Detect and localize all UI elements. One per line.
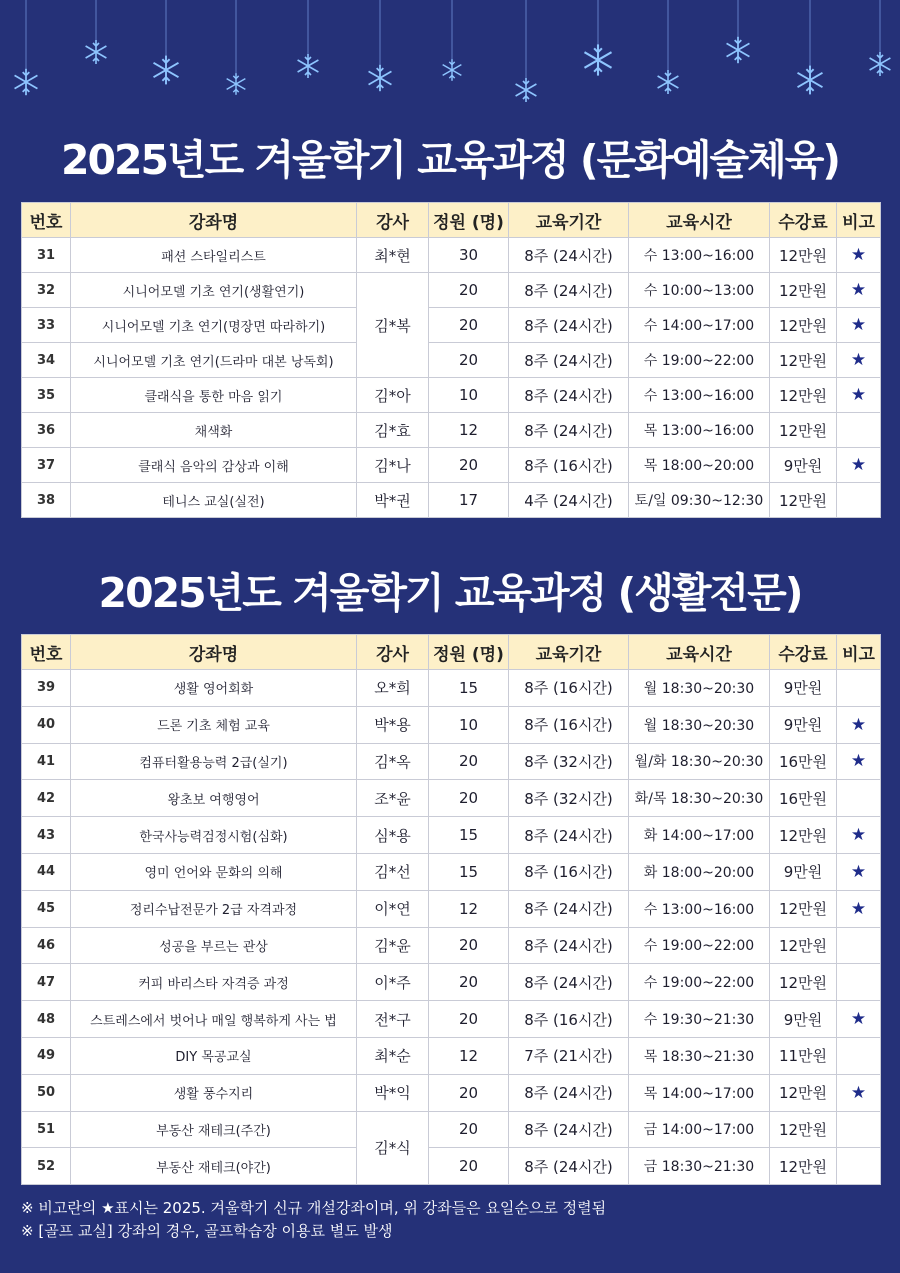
course-fee: 9만원: [770, 706, 837, 743]
section-title-culture: 2025년도 겨울학기 교육과정 (문화예술체육): [60, 136, 840, 184]
footnote-new-course: ※ 비고란의 ★표시는 2025. 겨울학기 신규 개설강좌이며, 위 강좌들은 요일순으로 정렬됨: [21, 1199, 607, 1217]
course-fee: 12만원: [770, 964, 837, 1001]
course-time: 수 19:00~22:00: [629, 927, 770, 964]
course-name: 생활 풍수지리: [71, 1074, 357, 1111]
course-capacity: 20: [429, 927, 509, 964]
course-period: 4주 (24시간): [509, 483, 629, 518]
course-capacity: 20: [429, 1001, 509, 1038]
course-instructor: 김*선: [357, 853, 429, 890]
course-fee: 12만원: [770, 343, 837, 378]
course-name: 생활 영어회화: [71, 670, 357, 707]
course-instructor: 김*효: [357, 413, 429, 448]
course-number: 49: [22, 1037, 71, 1074]
course-instructor: 박*권: [357, 483, 429, 518]
table-row: [22, 483, 881, 518]
course-period: 8주 (24시간): [509, 1148, 629, 1185]
star-icon: ★: [837, 1001, 881, 1038]
section-title-life: 2025년도 겨울학기 교육과정 (생활전문): [98, 569, 802, 617]
table-row: [22, 343, 881, 378]
course-instructor: 김*아: [357, 378, 429, 413]
course-instructor: 조*윤: [357, 780, 429, 817]
course-period: 8주 (16시간): [509, 448, 629, 483]
course-fee: 16만원: [770, 743, 837, 780]
course-number: 39: [22, 670, 71, 707]
course-number: 50: [22, 1074, 71, 1111]
course-number: 36: [22, 413, 71, 448]
star-icon: ★: [837, 853, 881, 890]
header-course-name: 강좌명: [71, 635, 357, 670]
culture-course-table: [21, 202, 881, 518]
table-row: [22, 780, 881, 817]
header-note: 비고: [837, 203, 881, 238]
course-fee: 12만원: [770, 817, 837, 854]
course-time: 월 18:30~20:30: [629, 706, 770, 743]
header-time: 교육시간: [629, 203, 770, 238]
course-time: 금 14:00~17:00: [629, 1111, 770, 1148]
course-number: 51: [22, 1111, 71, 1148]
course-instructor: 김*윤: [357, 927, 429, 964]
course-time: 수 13:00~16:00: [629, 378, 770, 413]
course-time: 금 18:30~21:30: [629, 1148, 770, 1185]
star-icon: ★: [837, 817, 881, 854]
course-number: 47: [22, 964, 71, 1001]
star-icon: ★: [837, 743, 881, 780]
header-period: 교육기간: [509, 203, 629, 238]
course-period: 8주 (24시간): [509, 238, 629, 273]
header-period: 교육기간: [509, 635, 629, 670]
course-note: [837, 927, 881, 964]
course-number: 37: [22, 448, 71, 483]
course-fee: 12만원: [770, 483, 837, 518]
table-row: [22, 743, 881, 780]
course-capacity: 12: [429, 413, 509, 448]
table-row: [22, 448, 881, 483]
course-note: [837, 1148, 881, 1185]
course-period: 8주 (24시간): [509, 890, 629, 927]
course-name: 영미 언어와 문화의 의해: [71, 853, 357, 890]
course-name: 클래식 음악의 감상과 이해: [71, 448, 357, 483]
course-capacity: 10: [429, 378, 509, 413]
course-number: 44: [22, 853, 71, 890]
course-period: 8주 (24시간): [509, 343, 629, 378]
course-fee: 9만원: [770, 1001, 837, 1038]
course-capacity: 20: [429, 273, 509, 308]
course-period: 8주 (24시간): [509, 1111, 629, 1148]
course-period: 8주 (24시간): [509, 378, 629, 413]
course-time: 목 18:30~21:30: [629, 1037, 770, 1074]
course-instructor: 이*연: [357, 890, 429, 927]
course-period: 8주 (24시간): [509, 413, 629, 448]
course-period: 7주 (21시간): [509, 1037, 629, 1074]
star-icon: ★: [837, 273, 881, 308]
star-icon: ★: [837, 238, 881, 273]
course-capacity: 30: [429, 238, 509, 273]
header-number: 번호: [22, 203, 71, 238]
course-name: 정리수납전문가 2급 자격과정: [71, 890, 357, 927]
course-period: 8주 (16시간): [509, 670, 629, 707]
course-capacity: 10: [429, 706, 509, 743]
star-icon: ★: [837, 890, 881, 927]
header-capacity: 정원 (명): [429, 635, 509, 670]
header-instructor: 강사: [357, 635, 429, 670]
table-row: [22, 1148, 881, 1185]
course-capacity: 17: [429, 483, 509, 518]
course-period: 8주 (24시간): [509, 817, 629, 854]
course-time: 화 18:00~20:00: [629, 853, 770, 890]
course-capacity: 15: [429, 817, 509, 854]
course-period: 8주 (24시간): [509, 927, 629, 964]
course-capacity: 20: [429, 1148, 509, 1185]
table-header-row: [22, 635, 881, 670]
course-name: 드론 기초 체험 교육: [71, 706, 357, 743]
course-name: 클래식을 통한 마음 읽기: [71, 378, 357, 413]
course-period: 8주 (24시간): [509, 964, 629, 1001]
table-row: [22, 273, 881, 308]
course-period: 8주 (24시간): [509, 308, 629, 343]
table-row: [22, 238, 881, 273]
course-fee: 9만원: [770, 853, 837, 890]
header-capacity: 정원 (명): [429, 203, 509, 238]
course-fee: 12만원: [770, 1148, 837, 1185]
course-capacity: 15: [429, 670, 509, 707]
course-capacity: 15: [429, 853, 509, 890]
course-number: 46: [22, 927, 71, 964]
course-time: 월 18:30~20:30: [629, 670, 770, 707]
course-fee: 12만원: [770, 890, 837, 927]
course-name: DIY 목공교실: [71, 1037, 357, 1074]
course-name: 시니어모델 기초 연기(드라마 대본 낭독회): [71, 343, 357, 378]
snowflake-decoration: [0, 0, 900, 110]
table-row: [22, 853, 881, 890]
course-instructor: 김*옥: [357, 743, 429, 780]
table-row: [22, 706, 881, 743]
course-name: 시니어모델 기초 연기(명장면 따라하기): [71, 308, 357, 343]
course-name: 시니어모델 기초 연기(생활연기): [71, 273, 357, 308]
course-time: 수 19:00~22:00: [629, 964, 770, 1001]
life-course-table: [21, 634, 881, 1185]
star-icon: ★: [837, 378, 881, 413]
course-time: 화/목 18:30~20:30: [629, 780, 770, 817]
course-fee: 11만원: [770, 1037, 837, 1074]
course-instructor: 이*주: [357, 964, 429, 1001]
course-period: 8주 (32시간): [509, 743, 629, 780]
course-instructor: 김*나: [357, 448, 429, 483]
star-icon: ★: [837, 343, 881, 378]
header-number: 번호: [22, 635, 71, 670]
course-fee: 12만원: [770, 927, 837, 964]
course-time: 수 13:00~16:00: [629, 238, 770, 273]
course-instructor: 김*복: [357, 273, 429, 378]
header-time: 교육시간: [629, 635, 770, 670]
course-note: [837, 780, 881, 817]
footnote-golf: ※ [골프 교실] 강좌의 경우, 골프학습장 이용료 별도 발생: [21, 1222, 393, 1240]
course-capacity: 20: [429, 1074, 509, 1111]
course-note: [837, 964, 881, 1001]
footnotes: [21, 1197, 881, 1243]
table-header-row: [22, 203, 881, 238]
course-number: 43: [22, 817, 71, 854]
course-capacity: 12: [429, 890, 509, 927]
course-capacity: 20: [429, 780, 509, 817]
course-period: 8주 (24시간): [509, 1074, 629, 1111]
course-instructor: 김*식: [357, 1111, 429, 1185]
table-row: [22, 1074, 881, 1111]
course-instructor: 최*현: [357, 238, 429, 273]
course-fee: 12만원: [770, 273, 837, 308]
course-time: 목 13:00~16:00: [629, 413, 770, 448]
course-period: 8주 (16시간): [509, 1001, 629, 1038]
course-number: 40: [22, 706, 71, 743]
course-name: 왕초보 여행영어: [71, 780, 357, 817]
course-capacity: 20: [429, 448, 509, 483]
course-number: 45: [22, 890, 71, 927]
course-name: 부동산 재테크(야간): [71, 1148, 357, 1185]
course-fee: 9만원: [770, 448, 837, 483]
course-instructor: 박*용: [357, 706, 429, 743]
star-icon: ★: [837, 1074, 881, 1111]
course-number: 38: [22, 483, 71, 518]
course-capacity: 20: [429, 1111, 509, 1148]
course-number: 48: [22, 1001, 71, 1038]
course-number: 31: [22, 238, 71, 273]
header-fee: 수강료: [770, 203, 837, 238]
table-row: [22, 670, 881, 707]
table-row: [22, 964, 881, 1001]
course-time: 수 19:30~21:30: [629, 1001, 770, 1038]
course-name: 커피 바리스타 자격증 과정: [71, 964, 357, 1001]
course-name: 한국사능력검정시험(심화): [71, 817, 357, 854]
course-number: 34: [22, 343, 71, 378]
course-time: 수 10:00~13:00: [629, 273, 770, 308]
course-number: 32: [22, 273, 71, 308]
star-icon: ★: [837, 706, 881, 743]
star-icon: ★: [837, 448, 881, 483]
course-name: 스트레스에서 벗어나 매일 행복하게 사는 법: [71, 1001, 357, 1038]
header-fee: 수강료: [770, 635, 837, 670]
course-period: 8주 (32시간): [509, 780, 629, 817]
header-course-name: 강좌명: [71, 203, 357, 238]
course-fee: 12만원: [770, 238, 837, 273]
course-capacity: 20: [429, 308, 509, 343]
course-note: [837, 413, 881, 448]
star-icon: ★: [837, 308, 881, 343]
course-time: 목 18:00~20:00: [629, 448, 770, 483]
course-name: 패션 스타일리스트: [71, 238, 357, 273]
course-capacity: 20: [429, 343, 509, 378]
course-number: 35: [22, 378, 71, 413]
course-instructor: 심*용: [357, 817, 429, 854]
header-instructor: 강사: [357, 203, 429, 238]
course-number: 52: [22, 1148, 71, 1185]
course-fee: 9만원: [770, 670, 837, 707]
course-time: 수 14:00~17:00: [629, 308, 770, 343]
course-instructor: 최*순: [357, 1037, 429, 1074]
course-time: 토/일 09:30~12:30: [629, 483, 770, 518]
course-number: 41: [22, 743, 71, 780]
course-fee: 12만원: [770, 1111, 837, 1148]
course-time: 수 13:00~16:00: [629, 890, 770, 927]
course-note: [837, 670, 881, 707]
course-time: 월/화 18:30~20:30: [629, 743, 770, 780]
course-number: 42: [22, 780, 71, 817]
table-row: [22, 413, 881, 448]
course-instructor: 오*희: [357, 670, 429, 707]
header-note: 비고: [837, 635, 881, 670]
course-fee: 12만원: [770, 378, 837, 413]
table-row: [22, 890, 881, 927]
course-time: 화 14:00~17:00: [629, 817, 770, 854]
course-period: 8주 (16시간): [509, 853, 629, 890]
course-capacity: 20: [429, 964, 509, 1001]
course-fee: 12만원: [770, 308, 837, 343]
table-row: [22, 308, 881, 343]
table-row: [22, 927, 881, 964]
course-number: 33: [22, 308, 71, 343]
table-row: [22, 1037, 881, 1074]
course-note: [837, 483, 881, 518]
course-instructor: 전*구: [357, 1001, 429, 1038]
table-row: [22, 378, 881, 413]
table-row: [22, 1111, 881, 1148]
course-instructor: 박*익: [357, 1074, 429, 1111]
course-note: [837, 1037, 881, 1074]
course-name: 테니스 교실(실전): [71, 483, 357, 518]
course-time: 수 19:00~22:00: [629, 343, 770, 378]
table-row: [22, 1001, 881, 1038]
table-row: [22, 817, 881, 854]
course-period: 8주 (24시간): [509, 273, 629, 308]
course-fee: 12만원: [770, 1074, 837, 1111]
course-capacity: 20: [429, 743, 509, 780]
course-name: 컴퓨터활용능력 2급(실기): [71, 743, 357, 780]
course-fee: 16만원: [770, 780, 837, 817]
course-capacity: 12: [429, 1037, 509, 1074]
course-name: 부동산 재테크(주간): [71, 1111, 357, 1148]
course-period: 8주 (16시간): [509, 706, 629, 743]
course-name: 채색화: [71, 413, 357, 448]
course-name: 성공을 부르는 관상: [71, 927, 357, 964]
course-fee: 12만원: [770, 413, 837, 448]
course-note: [837, 1111, 881, 1148]
course-time: 목 14:00~17:00: [629, 1074, 770, 1111]
